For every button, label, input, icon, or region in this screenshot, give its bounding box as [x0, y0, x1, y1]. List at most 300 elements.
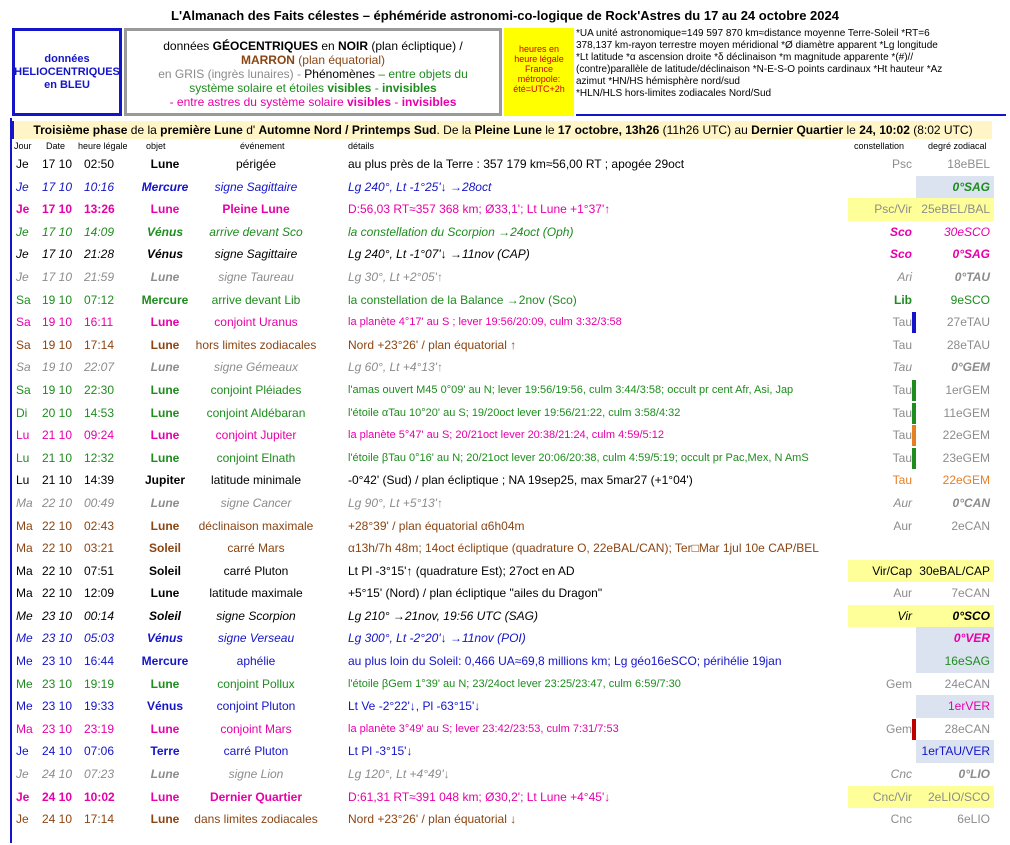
- geo-text: (ingrès lunaires) -: [204, 67, 305, 81]
- geo-text: (plan équatorial): [294, 53, 386, 67]
- cell-date: 19 10: [42, 360, 73, 375]
- cell-details: Lg 300°, Lt -2°20'↓ →11nov (POI): [348, 631, 526, 646]
- cell-object: Lune: [150, 405, 180, 420]
- cell-constellation: Tau: [892, 337, 912, 352]
- cell-event: signe Scorpion: [216, 608, 296, 623]
- cell-object: Lune: [150, 360, 180, 375]
- cell-day: Di: [16, 405, 28, 420]
- cell-day: Me: [16, 608, 33, 623]
- geo-text: NOIR: [338, 39, 369, 53]
- phase-text: . De la: [436, 123, 475, 137]
- abbreviations-legend: [576, 28, 1006, 116]
- cell-degree: 28eTAU: [946, 337, 990, 352]
- cell-day: Ma: [16, 586, 33, 601]
- cell-event: signe Verseau: [217, 631, 295, 646]
- cell-event: carré Pluton: [223, 563, 289, 578]
- cell-details: D:61,31 RT≈391 048 km; Ø30,2'; Lt Lune +4°45'↓: [348, 789, 611, 804]
- legal-line: heures en: [518, 44, 560, 54]
- cell-degree: [916, 537, 994, 560]
- cell-object: Lune: [150, 495, 180, 510]
- cell-day: Lu: [16, 428, 30, 443]
- cell-date: 23 10: [42, 676, 73, 691]
- cell-date: 19 10: [42, 337, 73, 352]
- cell-event: signe Lion: [228, 767, 284, 782]
- cell-details: la constellation du Scorpion →24oct (Oph): [348, 224, 574, 239]
- cell-details: Lg 30°, Lt +2°05'↑: [348, 269, 443, 284]
- cell-event: conjoint Mars: [220, 721, 292, 736]
- cell-details: +28°39' / plan équatorial α6h04m: [348, 518, 525, 533]
- cell-constellation: Cnc: [890, 812, 912, 827]
- cell-details: Nord +23°26' / plan équatorial ↓: [348, 812, 517, 827]
- cell-constellation: [848, 650, 916, 673]
- cell-details: Lg 240°, Lt -1°07'↓ →11nov (CAP): [348, 247, 530, 262]
- geo-text: MARRON: [240, 53, 295, 67]
- cell-details: l'étoile αTau 10°20' au S; 19/20oct lever 19:56/21:22, culm 3:58/4:32: [348, 406, 681, 419]
- geo-text: (plan écliptique) /: [368, 39, 463, 53]
- cell-details: la planète 5°47' au S; 20/21oct lever 20:38/21:24, culm 4:59/5:12: [348, 429, 664, 442]
- cell-day: Je: [16, 744, 29, 759]
- cell-date: 21 10: [42, 450, 73, 465]
- cell-event: arrive devant Lib: [211, 292, 301, 307]
- cell-day: Je: [16, 247, 29, 262]
- cell-constellation: Aur: [893, 518, 912, 533]
- cell-event: conjoint Jupiter: [215, 428, 297, 443]
- table-row: [12, 289, 994, 312]
- cell-day: Je: [16, 224, 29, 239]
- cell-constellation: Psc/Vir: [848, 198, 916, 221]
- cell-date: 17 10: [42, 179, 73, 194]
- cell-degree: 2eCAN: [951, 518, 990, 533]
- cell-day: Je: [16, 789, 30, 804]
- geocentric-legend-box: [124, 28, 502, 116]
- cell-object: Terre: [150, 744, 180, 759]
- cell-degree: 11eGEM: [943, 405, 990, 420]
- cell-day: Sa: [16, 382, 31, 397]
- geo-text: Phénomènes: [304, 67, 376, 81]
- cell-date: 20 10: [42, 405, 73, 420]
- cell-date: 24 10: [42, 812, 73, 827]
- cell-details: au plus près de la Terre : 357 179 km≈56,00 RT ; apogée 29oct: [348, 157, 685, 171]
- cell-constellation: Ari: [897, 269, 912, 284]
- cell-day: Ma: [16, 563, 33, 578]
- cell-object: Lune: [150, 202, 180, 217]
- cell-degree: 16eSAG: [916, 650, 994, 673]
- cell-date: 17 10: [42, 269, 73, 284]
- cell-day: Ma: [16, 721, 33, 736]
- cell-constellation: Aur: [893, 586, 912, 601]
- cell-object: Lune: [150, 812, 180, 827]
- legend-line: (contre)parallèle de latitude/déclinaison *N-E-S-O points cardinaux *Ht hauteur *Az: [576, 64, 943, 75]
- cell-time: 05:03: [84, 631, 115, 646]
- legend-line: 378,137 km-rayon terrestre moyen méridional *Ø diamètre apparent *Lg longitude: [576, 40, 938, 51]
- cell-details: l'étoile βTau 0°16' au N; 20/21oct lever 20:06/20:38, culm 4:59/5:19; occult pr Pac,Mex, N AmS: [348, 451, 809, 464]
- cell-date: 22 10: [42, 586, 73, 601]
- cell-date: 22 10: [42, 495, 73, 510]
- cell-event: conjoint Pollux: [217, 676, 295, 691]
- cell-degree: 7eCAN: [951, 586, 990, 601]
- cell-date: 23 10: [42, 699, 73, 714]
- cell-degree: 24eCAN: [944, 676, 990, 691]
- cell-details: α13h/7h 48m; 14oct écliptique (quadrature O, 22eBAL/CAN); Ter□Mar 1jul 10e CAP/BEL: [348, 541, 819, 556]
- cell-event: déclinaison maximale: [198, 518, 314, 533]
- cell-time: 19:33: [84, 699, 115, 714]
- cell-details: Lg 90°, Lt +5°13'↑: [348, 495, 443, 510]
- phase-text: Troisième phase: [33, 123, 128, 137]
- cell-degree: 30eBAL/CAP: [916, 560, 994, 583]
- cell-day: Je: [16, 179, 29, 194]
- cell-degree: 0°SAG: [916, 176, 994, 199]
- table-row: [12, 153, 994, 176]
- table-row: [12, 673, 994, 696]
- cell-details: D:56,03 RT≈357 368 km; Ø33,1'; Lt Lune +1°37'↑: [348, 202, 611, 217]
- legend-line: *HLN/HLS hors-limites zodiacales Nord/Sud: [576, 88, 772, 99]
- cell-day: Sa: [16, 337, 31, 352]
- table-row: [12, 808, 994, 831]
- cell-degree: 22eGEM: [942, 473, 990, 488]
- geo-text: – entre objets du: [375, 67, 468, 81]
- cell-details: +5°15' (Nord) / plan écliptique "ailes du Dragon": [348, 586, 603, 601]
- cell-day: Ma: [16, 518, 33, 533]
- heliocentric-legend-box: [12, 28, 122, 116]
- cell-constellation: Tau: [892, 360, 912, 375]
- cell-time: 17:14: [84, 337, 115, 352]
- cell-constellation: Gem: [885, 676, 912, 691]
- cell-event: signe Sagittaire: [214, 247, 298, 262]
- cell-day: Lu: [16, 450, 30, 465]
- cell-date: 22 10: [42, 541, 73, 556]
- cell-details: Lg 60°, Lt +4°13'↑: [348, 360, 443, 375]
- cell-degree: 0°TAU: [954, 269, 990, 284]
- cell-constellation: Vir/Cap: [848, 560, 916, 583]
- cell-day: Sa: [16, 292, 31, 307]
- cell-event: dans limites zodiacales: [194, 812, 318, 827]
- cell-time: 16:11: [84, 315, 114, 330]
- cell-object: Mercure: [141, 292, 189, 307]
- table-row: [12, 311, 994, 334]
- phase-text: 17 octobre, 13h26: [557, 123, 660, 137]
- cell-date: 17 10: [42, 157, 73, 171]
- cell-object: Mercure: [141, 654, 189, 669]
- cell-degree: 1erTAU/VER: [916, 740, 994, 763]
- phase-text: 24, 10:02: [859, 123, 910, 137]
- geo-text: GÉOCENTRIQUES: [212, 39, 318, 53]
- cell-time: 23:19: [84, 721, 115, 736]
- cell-date: 23 10: [42, 608, 73, 623]
- cell-time: 22:30: [84, 382, 115, 397]
- legend-line: *Lt latitude *α ascension droite *δ déclinaison *m magnitude apparente *(#)//: [576, 52, 914, 63]
- cell-object: Vénus: [146, 224, 183, 239]
- table-row: [12, 402, 994, 425]
- cell-time: 09:24: [84, 428, 115, 443]
- header-object: objet: [146, 141, 166, 151]
- cell-date: 19 10: [42, 315, 73, 330]
- cell-details: Lt Pl -3°15'↑ (quadrature Est); 27oct en AD: [348, 563, 575, 578]
- visibility-marker: [912, 312, 916, 333]
- cell-constellation: Tau: [892, 382, 912, 397]
- cell-degree: 1erGEM: [945, 382, 990, 397]
- cell-event: carré Mars: [227, 541, 285, 556]
- cell-date: 23 10: [42, 631, 73, 646]
- table-row: [12, 582, 994, 605]
- cell-object: Lune: [150, 767, 180, 782]
- cell-details: la planète 4°17' au S ; lever 19:56/20:09, culm 3:32/3:58: [348, 316, 622, 329]
- cell-time: 14:39: [84, 473, 115, 488]
- lunar-phase-banner: [12, 121, 992, 139]
- cell-event: carré Pluton: [223, 744, 289, 759]
- visibility-marker: [912, 403, 916, 424]
- cell-date: 17 10: [42, 202, 73, 217]
- phase-text: Automne Nord / Printemps Sud: [258, 123, 437, 137]
- cell-event: hors limites zodiacales: [195, 337, 317, 352]
- cell-day: Lu: [16, 473, 30, 488]
- phase-text: (11h26 UTC) au: [659, 123, 752, 137]
- cell-degree: 9eSCO: [950, 292, 990, 307]
- phase-text: d': [242, 123, 259, 137]
- cell-degree: 0°SAG: [952, 247, 990, 262]
- geo-text: invisibles: [401, 95, 457, 109]
- cell-day: Je: [16, 202, 30, 217]
- header-degree: degré zodiacal: [928, 141, 987, 151]
- cell-constellation: Tau: [892, 315, 912, 330]
- cell-degree: 2eLIO/SCO: [916, 786, 994, 809]
- geo-text: en: [158, 67, 175, 81]
- cell-object: Vénus: [146, 699, 183, 714]
- header-time: heure légale: [78, 141, 128, 151]
- cell-object: Lune: [150, 450, 180, 465]
- cell-details: la constellation de la Balance →2nov (Sco): [348, 292, 577, 307]
- cell-object: Lune: [150, 676, 180, 691]
- cell-event: aphélie: [236, 654, 276, 669]
- cell-constellation: Tau: [892, 405, 912, 420]
- geo-text: système solaire et étoiles: [189, 81, 328, 95]
- cell-details: au plus loin du Soleil: 0,466 UA≈69,8 millions km; Lg géo16eSCO; périhélie 19jan: [348, 654, 782, 669]
- cell-event: signe Gémeaux: [213, 360, 299, 375]
- cell-constellation: Psc: [891, 157, 912, 171]
- cell-degree: 6eLIO: [957, 812, 990, 827]
- cell-degree: 23eGEM: [942, 450, 990, 465]
- cell-time: 21:28: [84, 247, 115, 262]
- cell-degree: 22eGEM: [942, 428, 990, 443]
- cell-event: signe Sagittaire: [214, 179, 298, 194]
- cell-day: Me: [16, 699, 33, 714]
- cell-day: Je: [16, 767, 29, 782]
- geo-text: en: [318, 39, 339, 53]
- cell-day: Ma: [16, 495, 33, 510]
- cell-event: conjoint Elnath: [216, 450, 296, 465]
- cell-details: l'amas ouvert M45 0°09' au N; lever 19:56/19:56, culm 3:44/3:58; occult pr cent Afr, Asi, Jap: [348, 383, 794, 396]
- cell-date: 19 10: [42, 382, 73, 397]
- cell-time: 03:21: [84, 541, 115, 556]
- table-row: [12, 379, 994, 402]
- geo-text: - entre astres du système solaire: [169, 95, 347, 109]
- legal-line: métropole:: [517, 74, 561, 84]
- cell-object: Soleil: [148, 608, 181, 623]
- cell-day: Me: [16, 676, 33, 691]
- table-row: [12, 334, 994, 357]
- cell-object: Soleil: [148, 563, 181, 578]
- cell-event: conjoint Aldébaran: [206, 405, 306, 420]
- cell-constellation: Tau: [892, 428, 912, 443]
- cell-time: 12:32: [84, 450, 115, 465]
- geo-text: visibles: [327, 81, 372, 95]
- cell-constellation: [848, 695, 916, 718]
- cell-event: Dernier Quartier: [209, 789, 303, 804]
- cell-object: Lune: [150, 721, 180, 736]
- cell-time: 13:26: [84, 202, 115, 217]
- header-date: Date: [46, 141, 66, 151]
- cell-details: l'étoile βGem 1°39' au N; 23/24oct lever 23:25/23:47, culm 6:59/7:30: [348, 677, 681, 690]
- visibility-marker: [912, 448, 916, 469]
- cell-object: Lune: [150, 586, 180, 601]
- cell-degree: 0°LIO: [958, 767, 990, 782]
- cell-time: 02:43: [84, 518, 115, 533]
- cell-constellation: Vir: [848, 605, 916, 628]
- header-details: détails: [348, 141, 375, 151]
- table-row: [12, 537, 994, 560]
- cell-date: 24 10: [42, 789, 73, 804]
- cell-day: Ma: [16, 541, 33, 556]
- cell-object: Lune: [150, 789, 180, 804]
- cell-object: Vénus: [146, 247, 183, 262]
- geo-text: -: [371, 81, 383, 95]
- cell-time: 10:16: [84, 179, 115, 194]
- table-row: [12, 424, 994, 447]
- legal-line: France: [524, 64, 553, 74]
- cell-time: 10:02: [84, 789, 115, 804]
- cell-date: 22 10: [42, 518, 73, 533]
- cell-date: 19 10: [42, 292, 73, 307]
- cell-time: 07:51: [84, 563, 115, 578]
- cell-time: 07:23: [84, 767, 115, 782]
- cell-constellation: Tau: [892, 450, 912, 465]
- cell-object: Lune: [150, 157, 180, 171]
- cell-date: 21 10: [42, 473, 73, 488]
- cell-event: signe Taureau: [218, 269, 294, 284]
- table-row: [12, 695, 994, 718]
- table-row: [12, 786, 994, 809]
- cell-date: 21 10: [42, 428, 73, 443]
- visibility-marker: [912, 425, 916, 446]
- cell-object: Soleil: [148, 541, 181, 556]
- cell-constellation: [848, 176, 916, 199]
- cell-degree: 0°GEM: [951, 360, 990, 375]
- cell-time: 22:07: [84, 360, 115, 375]
- table-row: [12, 356, 994, 379]
- cell-date: 17 10: [42, 224, 73, 239]
- cell-object: Lune: [150, 269, 180, 284]
- cell-time: 21:59: [84, 269, 115, 284]
- cell-time: 14:09: [84, 224, 115, 239]
- cell-event: signe Cancer: [220, 495, 292, 510]
- cell-time: 16:44: [84, 654, 115, 669]
- cell-degree: 18eBEL: [947, 157, 990, 171]
- cell-date: 17 10: [42, 247, 73, 262]
- helio-line: HELIOCENTRIQUES: [14, 65, 120, 78]
- cell-constellation: Tau: [892, 473, 912, 488]
- phase-text: de la: [127, 123, 161, 137]
- cell-degree: 0°VER: [916, 627, 994, 650]
- table-row: [12, 447, 994, 470]
- cell-time: 17:14: [84, 812, 115, 827]
- cell-object: Lune: [150, 518, 180, 533]
- cell-object: Jupiter: [144, 473, 185, 488]
- legend-line: *UA unité astronomique=149 597 870 km≈distance moyenne Terre-Soleil *RT=6: [576, 28, 930, 39]
- helio-line: en BLEU: [44, 78, 90, 91]
- cell-degree: 30eSCO: [943, 224, 990, 239]
- cell-event: latitude minimale: [210, 473, 302, 488]
- table-row: [12, 560, 994, 583]
- table-row: [12, 469, 994, 492]
- cell-event: Pleine Lune: [222, 202, 290, 217]
- cell-degree: 28eCAN: [944, 721, 990, 736]
- page-title: L'Almanach des Faits célestes – éphéméride astronomi-co-logique de Rock'Astres du 17 au 24 octobre 2024: [171, 8, 839, 23]
- cell-time: 12:09: [84, 586, 115, 601]
- phase-text: le: [541, 123, 558, 137]
- cell-degree: 1erVER: [916, 695, 994, 718]
- cell-date: 24 10: [42, 744, 73, 759]
- table-row: [12, 243, 994, 266]
- legal-time-box: [504, 28, 574, 116]
- table-row: [12, 650, 994, 673]
- cell-details: Lg 210° →21nov, 19:56 UTC (SAG): [348, 608, 539, 623]
- cell-details: -0°42' (Sud) / plan écliptique ; NA 19sep25, max 5mar27 (+1°04'): [348, 473, 693, 488]
- table-row: [12, 763, 994, 786]
- cell-details: Lg 240°, Lt -1°25'↓ →28oct: [348, 179, 492, 194]
- table-row: [12, 515, 994, 538]
- cell-time: 07:12: [84, 292, 115, 307]
- phase-text: (8:02 UTC): [909, 123, 973, 137]
- cell-details: Nord +23°26' / plan équatorial ↑: [348, 337, 517, 352]
- cell-day: Me: [16, 631, 33, 646]
- phase-text: Dernier Quartier: [751, 123, 844, 137]
- visibility-marker: [912, 719, 916, 740]
- header-day: Jour: [14, 141, 32, 151]
- cell-time: 14:53: [84, 405, 115, 420]
- cell-constellation: Cnc: [890, 767, 912, 782]
- cell-time: 19:19: [84, 676, 115, 691]
- phase-text: Pleine Lune: [474, 123, 542, 137]
- cell-degree: 0°SCO: [916, 605, 994, 628]
- geo-text: visibles: [347, 95, 392, 109]
- cell-details: Lt Pl -3°15'↓: [348, 744, 413, 759]
- cell-constellation: [848, 627, 916, 650]
- table-row: [12, 266, 994, 289]
- cell-object: Lune: [150, 382, 180, 397]
- cell-day: Me: [16, 654, 33, 669]
- cell-details: Lg 120°, Lt +4°49'↓: [348, 767, 450, 782]
- table-row: [12, 605, 994, 628]
- cell-event: arrive devant Sco: [209, 224, 303, 239]
- cell-day: Je: [16, 269, 29, 284]
- cell-date: 23 10: [42, 654, 73, 669]
- cell-constellation: Cnc/Vir: [848, 786, 916, 809]
- phase-text: première Lune: [160, 123, 243, 137]
- cell-constellation: Sco: [889, 224, 912, 239]
- legal-line: heure légale: [514, 54, 564, 64]
- cell-day: Je: [16, 812, 29, 827]
- cell-day: Sa: [16, 360, 31, 375]
- table-row: [12, 718, 994, 741]
- legal-line: été=UTC+2h: [513, 84, 565, 94]
- cell-constellation: Sco: [889, 247, 912, 262]
- cell-object: Mercure: [141, 179, 189, 194]
- table-row: [12, 176, 994, 199]
- cell-time: 07:06: [84, 744, 115, 759]
- geo-text: invisibles: [382, 81, 437, 95]
- cell-event: conjoint Pluton: [216, 699, 296, 714]
- cell-constellation: Aur: [893, 495, 912, 510]
- cell-event: conjoint Uranus: [214, 315, 298, 330]
